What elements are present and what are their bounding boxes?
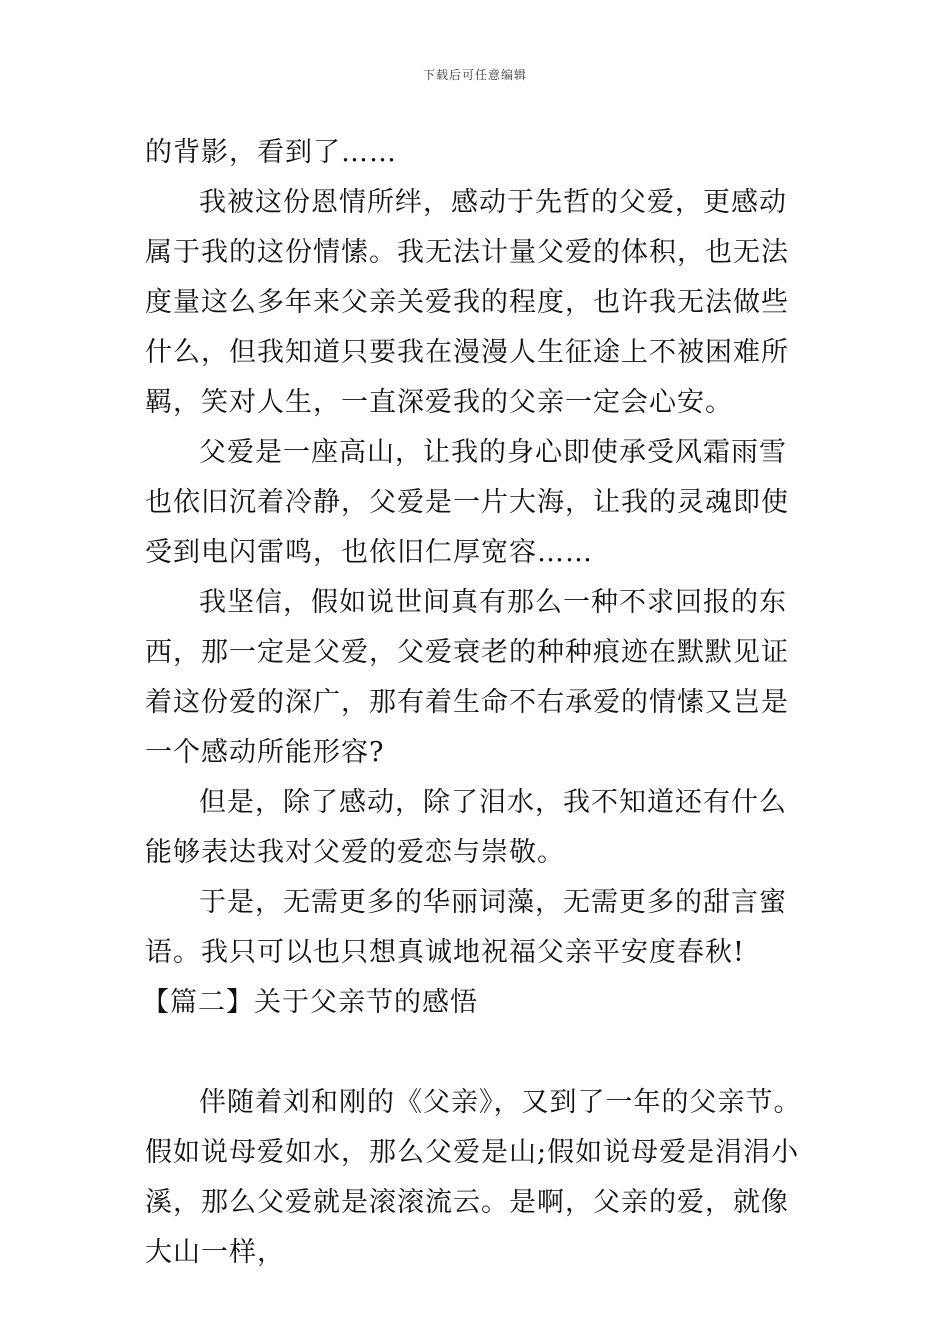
paragraph: 我坚信，假如说世间真有那么一种不求回报的东西，那一定是父爱，父爱衰老的种种痕迹在默默见证着这份爱的深广，那有着生命不右承爱的情愫又岂是一个感动所能形容? (145, 587, 789, 768)
paragraph: 但是，除了感动，除了泪水，我不知道还有什么能够表达我对父爱的爱恋与崇敬。 (145, 787, 787, 868)
paragraph: 父爱是一座高山，让我的身心即使承受风霜雨雪也依旧沉着冷静，父爱是一片大海，让我的灵魂即使受到电闪雷鸣，也依旧仁厚宽容…… (145, 437, 789, 568)
document-body (142, 128, 810, 1278)
paragraph-continued: 的背影，看到了…… (145, 137, 397, 168)
paragraph: 伴随着刘和刚的《父亲》，又到了一年的父亲节。假如说母爱如水，那么父爱是山;假如说母爱是涓涓小溪，那么父爱就是滚滚流云。是啊，父亲的爱，就像大山一样， (145, 1087, 802, 1268)
paragraph: 于是，无需更多的华丽词藻，无需更多的甜言蜜语。我只可以也只想真诚地祝福父亲平安度春秋! (145, 887, 787, 968)
section-title: 【篇二】关于父亲节的感悟 (142, 987, 478, 1018)
blank-line (145, 1028, 810, 1078)
page-header: 下载后可任意编辑 (422, 68, 527, 82)
paragraph: 我被这份恩情所绊，感动于先哲的父爱，更感动属于我的这份情愫。我无法计量父爱的体积，也无法度量这么多年来父亲关爱我的程度，也许我无法做些什么，但我知道只要我在漫漫人生征途上不被困难所羁，笑对人生，一直深爱我的父亲一定会心安。 (145, 187, 789, 418)
